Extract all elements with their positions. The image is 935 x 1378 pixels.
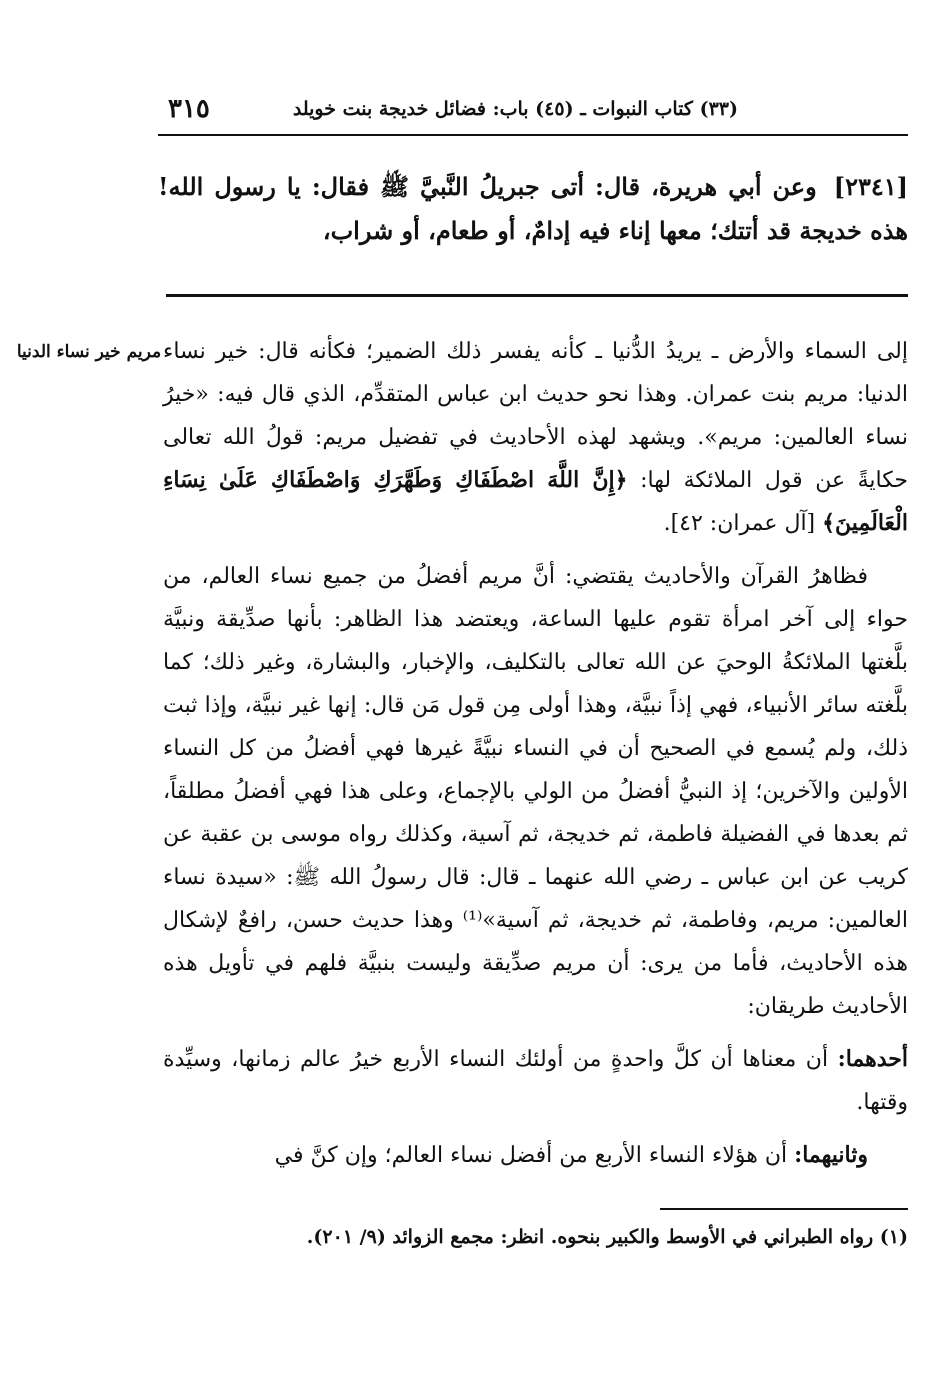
running-title: (٣٣) كتاب النبوات ـ (٤٥) باب: فضائل خديجة بنت خويلد [292,98,738,120]
hadith-text: وعن أبي هريرة، قال: أتى جبريلُ النَّبيَّ ﷺ فقال: يا رسول الله! هذه خديجة قد أتتك؛ معها إناء فيه إدامٌ، أو طعام، أو شراب، [158,172,908,245]
quran-reference: [آل عمران: ٤٢]. [663,511,816,536]
commentary-text: أن هؤلاء النساء الأربع من أفضل نساء العالم؛ وإن كنَّ في [274,1143,788,1168]
commentary-text: أن معناها أن كلَّ واحدةٍ من أولئك النساء الأربع خيرُ عالم زمانها، وسيِّدة وقتها. [163,1047,908,1115]
margin-note: مريم خير نساء الدنيا [16,342,162,362]
commentary-text: فظاهرُ القرآن والأحاديث يقتضي: أنَّ مريم أفضلُ من جميع نساء العالم، من حواء إلى آخر امرأة تقوم عليها الساعة، ويعتضد هذا الظاهر: بأنها صدِّيقة ونبيَّة بلَّغتها الملائكةُ الوحيَ عن الله تعالى بالتكليف، والإخبار، والبشارة، وغير ذلك؛ كما بلَّغته سائر الأنبياء، فهي إذاً نبيَّة، وهذا أولى مِن قول مَن قال: إنها غير نبيَّة، وإذا ثبت ذلك، ولم يُسمع في الصحيح أن في النساء نبيَّةً غيرها فهي أفضلُ من كل النساء الأولين والآخرين؛ إذ النبيُّ أفضلُ من الولي بالإجماع، وعلى هذا فهي أفضلُ مطلقاً، ثم بعدها في الفضيلة فاطمة، ثم خديجة، ثم آسية، وكذلك رواه موسى بن عقبة عن كريب عن ابن عباس ـ رضي الله عنهما ـ قال: قال رسولُ الله ﷺ: «سيدة نساء العالمين: مريم، وفاطمة، ثم خديجة، ثم آسية»⁽¹⁾ وهذا حديث حسن، رافعٌ لإشكال هذه الأحاديث، فأما من يرى: أن مريم صدِّيقة وليست بنبيَّة فلهم في تأويل هذه الأحاديث طريقان: [163,564,908,1019]
commentary-divider [166,294,908,297]
commentary-text: إلى السماء والأرض ـ يريدُ الدُّنيا ـ كأنه يفسر ذلك الضمير؛ فكأنه قال: خير نساء الدنيا: مريم بنت عمران. وهذا نحو حديث ابن عباس المتقدِّم، الذي قال فيه: «خيرُ نساء العالمين: مريم». ويشهد لهذه الأحاديث في تفضيل مريم: قولُ الله تعالى حكايةً عن قول الملائكة لها: [163,339,909,493]
hadith-number: [٢٣٤١] [833,172,909,201]
paragraph-lead: أحدهما: [837,1046,908,1072]
footnote-rule [660,1208,908,1210]
commentary-paragraph [163,330,908,545]
hadith-text-block [158,165,908,253]
commentary-paragraph [163,1038,908,1124]
commentary-body [163,330,908,1187]
commentary-paragraph [163,555,908,1028]
header-rule [158,134,908,136]
footnote: (١) رواه الطبراني في الأوسط والكبير بنحوه. انظر: مجمع الزوائد (٩/ ٢٠١). [306,1226,908,1248]
page-number: ٣١٥ [168,94,210,124]
paragraph-lead: وثانيهما: [794,1142,868,1168]
commentary-paragraph [163,1134,908,1177]
running-header [158,92,908,136]
quran-verse: ﴿إِنَّ اللَّهَ اصْطَفَاكِ وَطَهَّرَكِ وَاصْطَفَاكِ عَلَىٰ نِسَاءِ الْعَالَمِينَ﴾ [163,467,908,536]
